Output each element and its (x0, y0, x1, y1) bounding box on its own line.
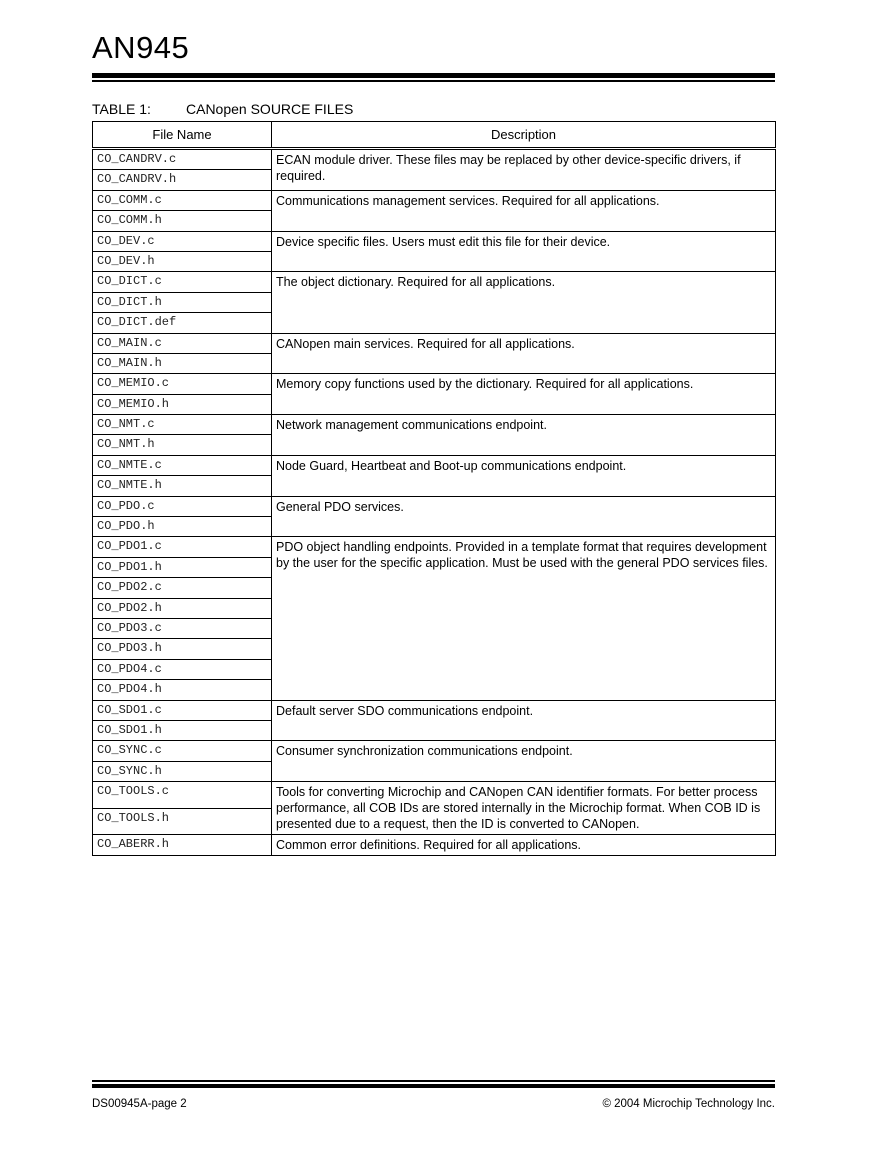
table-label: TABLE 1: (92, 101, 151, 117)
description-cell: PDO object handling endpoints. Provided in a template format that requires development by the user for the specific application. Must be used with the general PDO services files. (272, 537, 776, 700)
file-name-cell: CO_CANDRV.c (93, 149, 272, 170)
table-row (93, 149, 776, 170)
file-name-cell: CO_TOOLS.c (93, 782, 272, 809)
table-row (93, 782, 776, 809)
description-cell: Default server SDO communications endpoint. (272, 700, 776, 741)
table-header-row (93, 122, 776, 149)
file-name-cell: CO_PDO1.h (93, 557, 272, 577)
description-cell: General PDO services. (272, 496, 776, 537)
file-name-cell: CO_PDO3.c (93, 618, 272, 638)
table-row (93, 537, 776, 557)
footer-copyright: © 2004 Microchip Technology Inc. (602, 1098, 775, 1110)
table-row (93, 272, 776, 292)
description-cell: Network management communications endpoint. (272, 415, 776, 456)
document-id-title: AN945 (92, 30, 190, 65)
table-row (93, 700, 776, 720)
file-name-cell: CO_DEV.c (93, 231, 272, 251)
file-name-cell: CO_PDO4.h (93, 680, 272, 700)
table-row (93, 496, 776, 516)
file-name-cell: CO_MAIN.h (93, 353, 272, 373)
file-name-cell: CO_PDO.c (93, 496, 272, 516)
file-name-cell: CO_PDO1.c (93, 537, 272, 557)
file-name-cell: CO_DICT.h (93, 292, 272, 312)
file-name-cell: CO_PDO3.h (93, 639, 272, 659)
file-name-cell: CO_NMTE.c (93, 455, 272, 475)
description-cell: Tools for converting Microchip and CANopen CAN identifier formats. For better process performance, all COB IDs are stored internally in the Microchip format. When COB ID is presented due to a request, then the ID is converted to CANopen. (272, 782, 776, 835)
file-name-cell: CO_NMT.c (93, 415, 272, 435)
footer-page-id: DS00945A-page 2 (92, 1098, 187, 1110)
file-name-cell: CO_CANDRV.h (93, 170, 272, 190)
column-header-file-name: File Name (93, 122, 272, 149)
footer-rule-thin (92, 1080, 775, 1082)
file-name-cell: CO_SDO1.c (93, 700, 272, 720)
file-name-cell: CO_COMM.c (93, 190, 272, 210)
table-caption (92, 100, 353, 118)
table-row (93, 333, 776, 353)
file-name-cell: CO_PDO2.h (93, 598, 272, 618)
file-name-cell: CO_SYNC.c (93, 741, 272, 761)
file-name-cell: CO_COMM.h (93, 211, 272, 231)
file-name-cell: CO_NMT.h (93, 435, 272, 455)
description-cell: Device specific files. Users must edit this file for their device. (272, 231, 776, 272)
file-name-cell: CO_MAIN.c (93, 333, 272, 353)
header-rule-thin (92, 80, 775, 82)
table-row (93, 190, 776, 210)
description-cell: Consumer synchronization communications endpoint. (272, 741, 776, 782)
file-name-cell: CO_TOOLS.h (93, 808, 272, 835)
file-name-cell: CO_DICT.c (93, 272, 272, 292)
header-rule-thick (92, 73, 775, 78)
table-row (93, 231, 776, 251)
description-cell: ECAN module driver. These files may be replaced by other device-specific drivers, if required. (272, 149, 776, 191)
file-name-cell: CO_DICT.def (93, 313, 272, 333)
table-row (93, 374, 776, 394)
file-name-cell: CO_SYNC.h (93, 761, 272, 781)
file-name-cell: CO_MEMIO.h (93, 394, 272, 414)
file-name-cell: CO_DEV.h (93, 251, 272, 271)
table-row (93, 741, 776, 761)
file-name-cell: CO_SDO1.h (93, 720, 272, 740)
description-cell: CANopen main services. Required for all applications. (272, 333, 776, 374)
table-row (93, 415, 776, 435)
description-cell: Communications management services. Required for all applications. (272, 190, 776, 231)
table-row (93, 835, 776, 856)
file-name-cell: CO_ABERR.h (93, 835, 272, 856)
description-cell: The object dictionary. Required for all applications. (272, 272, 776, 333)
file-name-cell: CO_MEMIO.c (93, 374, 272, 394)
description-cell: Memory copy functions used by the dictionary. Required for all applications. (272, 374, 776, 415)
column-header-description: Description (272, 122, 776, 149)
file-name-cell: CO_NMTE.h (93, 476, 272, 496)
file-name-cell: CO_PDO2.c (93, 578, 272, 598)
table-row (93, 455, 776, 475)
footer-rule-thick (92, 1084, 775, 1088)
table-body (93, 149, 776, 856)
file-name-cell: CO_PDO.h (93, 517, 272, 537)
source-files-table (92, 121, 776, 856)
document-header (92, 28, 775, 68)
description-cell: Node Guard, Heartbeat and Boot-up communications endpoint. (272, 455, 776, 496)
description-cell: Common error definitions. Required for all applications. (272, 835, 776, 856)
table-title: CANopen SOURCE FILES (186, 101, 354, 117)
file-name-cell: CO_PDO4.c (93, 659, 272, 679)
